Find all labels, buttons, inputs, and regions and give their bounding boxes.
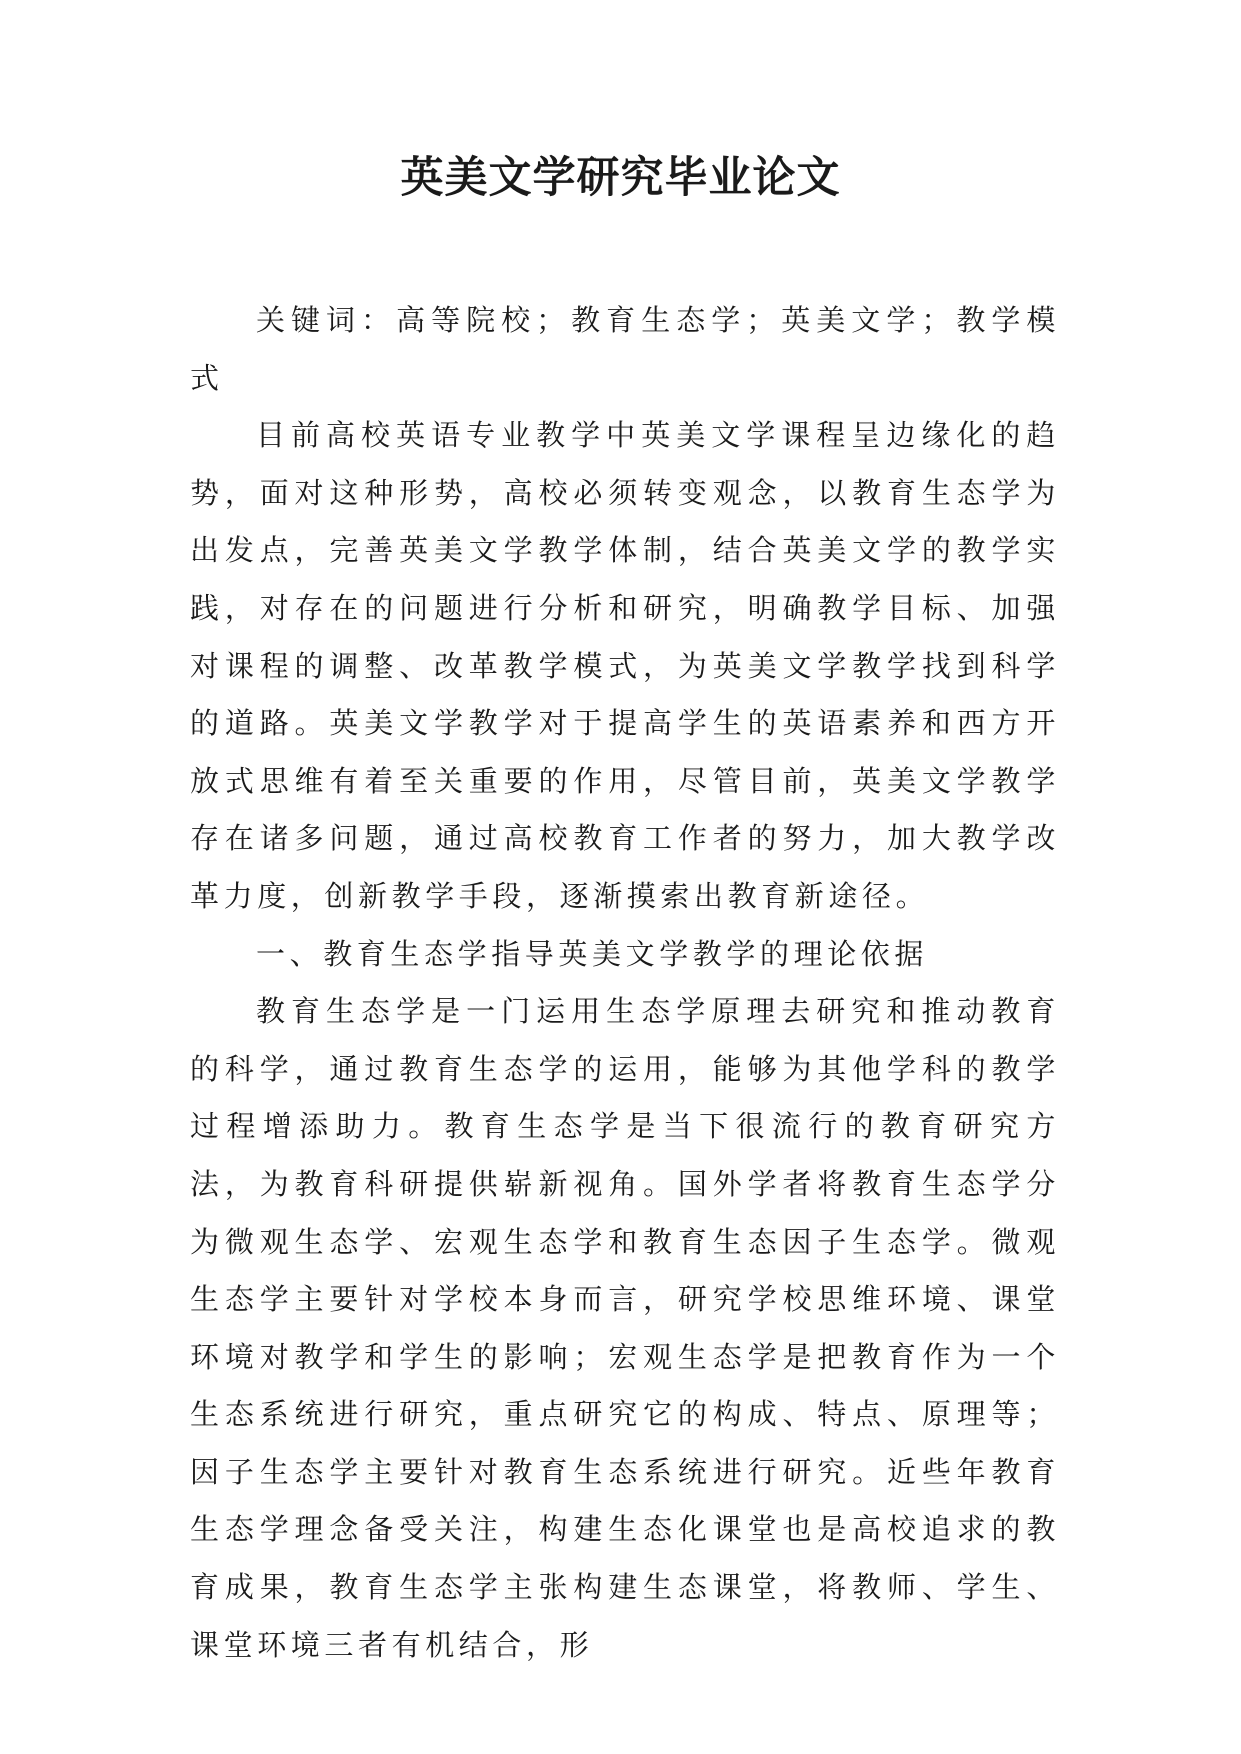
paragraph-abstract: 目前高校英语专业教学中英美文学课程呈边缘化的趋势，面对这种形势，高校必须转变观念，以教育生态学为出发点，完善英美文学教学体制，结合英美文学的教学实践，对存在的问题进行分析和研究，明确教学目标、加强对课程的调整、改革教学模式，为英美文学教学找到科学的道路。英美文学教学对于提高学生的英语素养和西方开放式思维有着至关重要的作用，尽管目前，英美文学教学存在诸多问题，通过高校教育工作者的努力，加大教学改革力度，创新教学手段，逐渐摸索出教育新途径。 [190, 418, 1060, 913]
keywords-line: 关键词：高等院校；教育生态学；英美文学；教学模式 [190, 303, 1060, 395]
section-heading-1: 一、教育生态学指导英美文学教学的理论依据 [256, 936, 929, 971]
document-title: 英美文学研究毕业论文 [400, 153, 841, 203]
paragraph-section-1: 教育生态学是一门运用生态学原理去研究和推动教育的科学，通过教育生态学的运用，能够为其他学科的教学过程增添助力。教育生态学是当下很流行的教育研究方法，为教育科研提供崭新视角。国外学者将教育生态学分为微观生态学、宏观生态学和教育生态因子生态学。微观生态学主要针对学校本身而言，研究学校思维环境、课堂环境对教学和学生的影响；宏观生态学是把教育作为一个生态系统进行研究，重点研究它的构成、特点、原理等；因子生态学主要针对教育生态系统进行研究。近些年教育生态学理念备受关注，构建生态化课堂也是高校追求的教育成果，教育生态学主张构建生态课堂，将教师、学生、课堂环境三者有机结合，形 [190, 994, 1060, 1662]
document-body [190, 292, 1060, 1674]
